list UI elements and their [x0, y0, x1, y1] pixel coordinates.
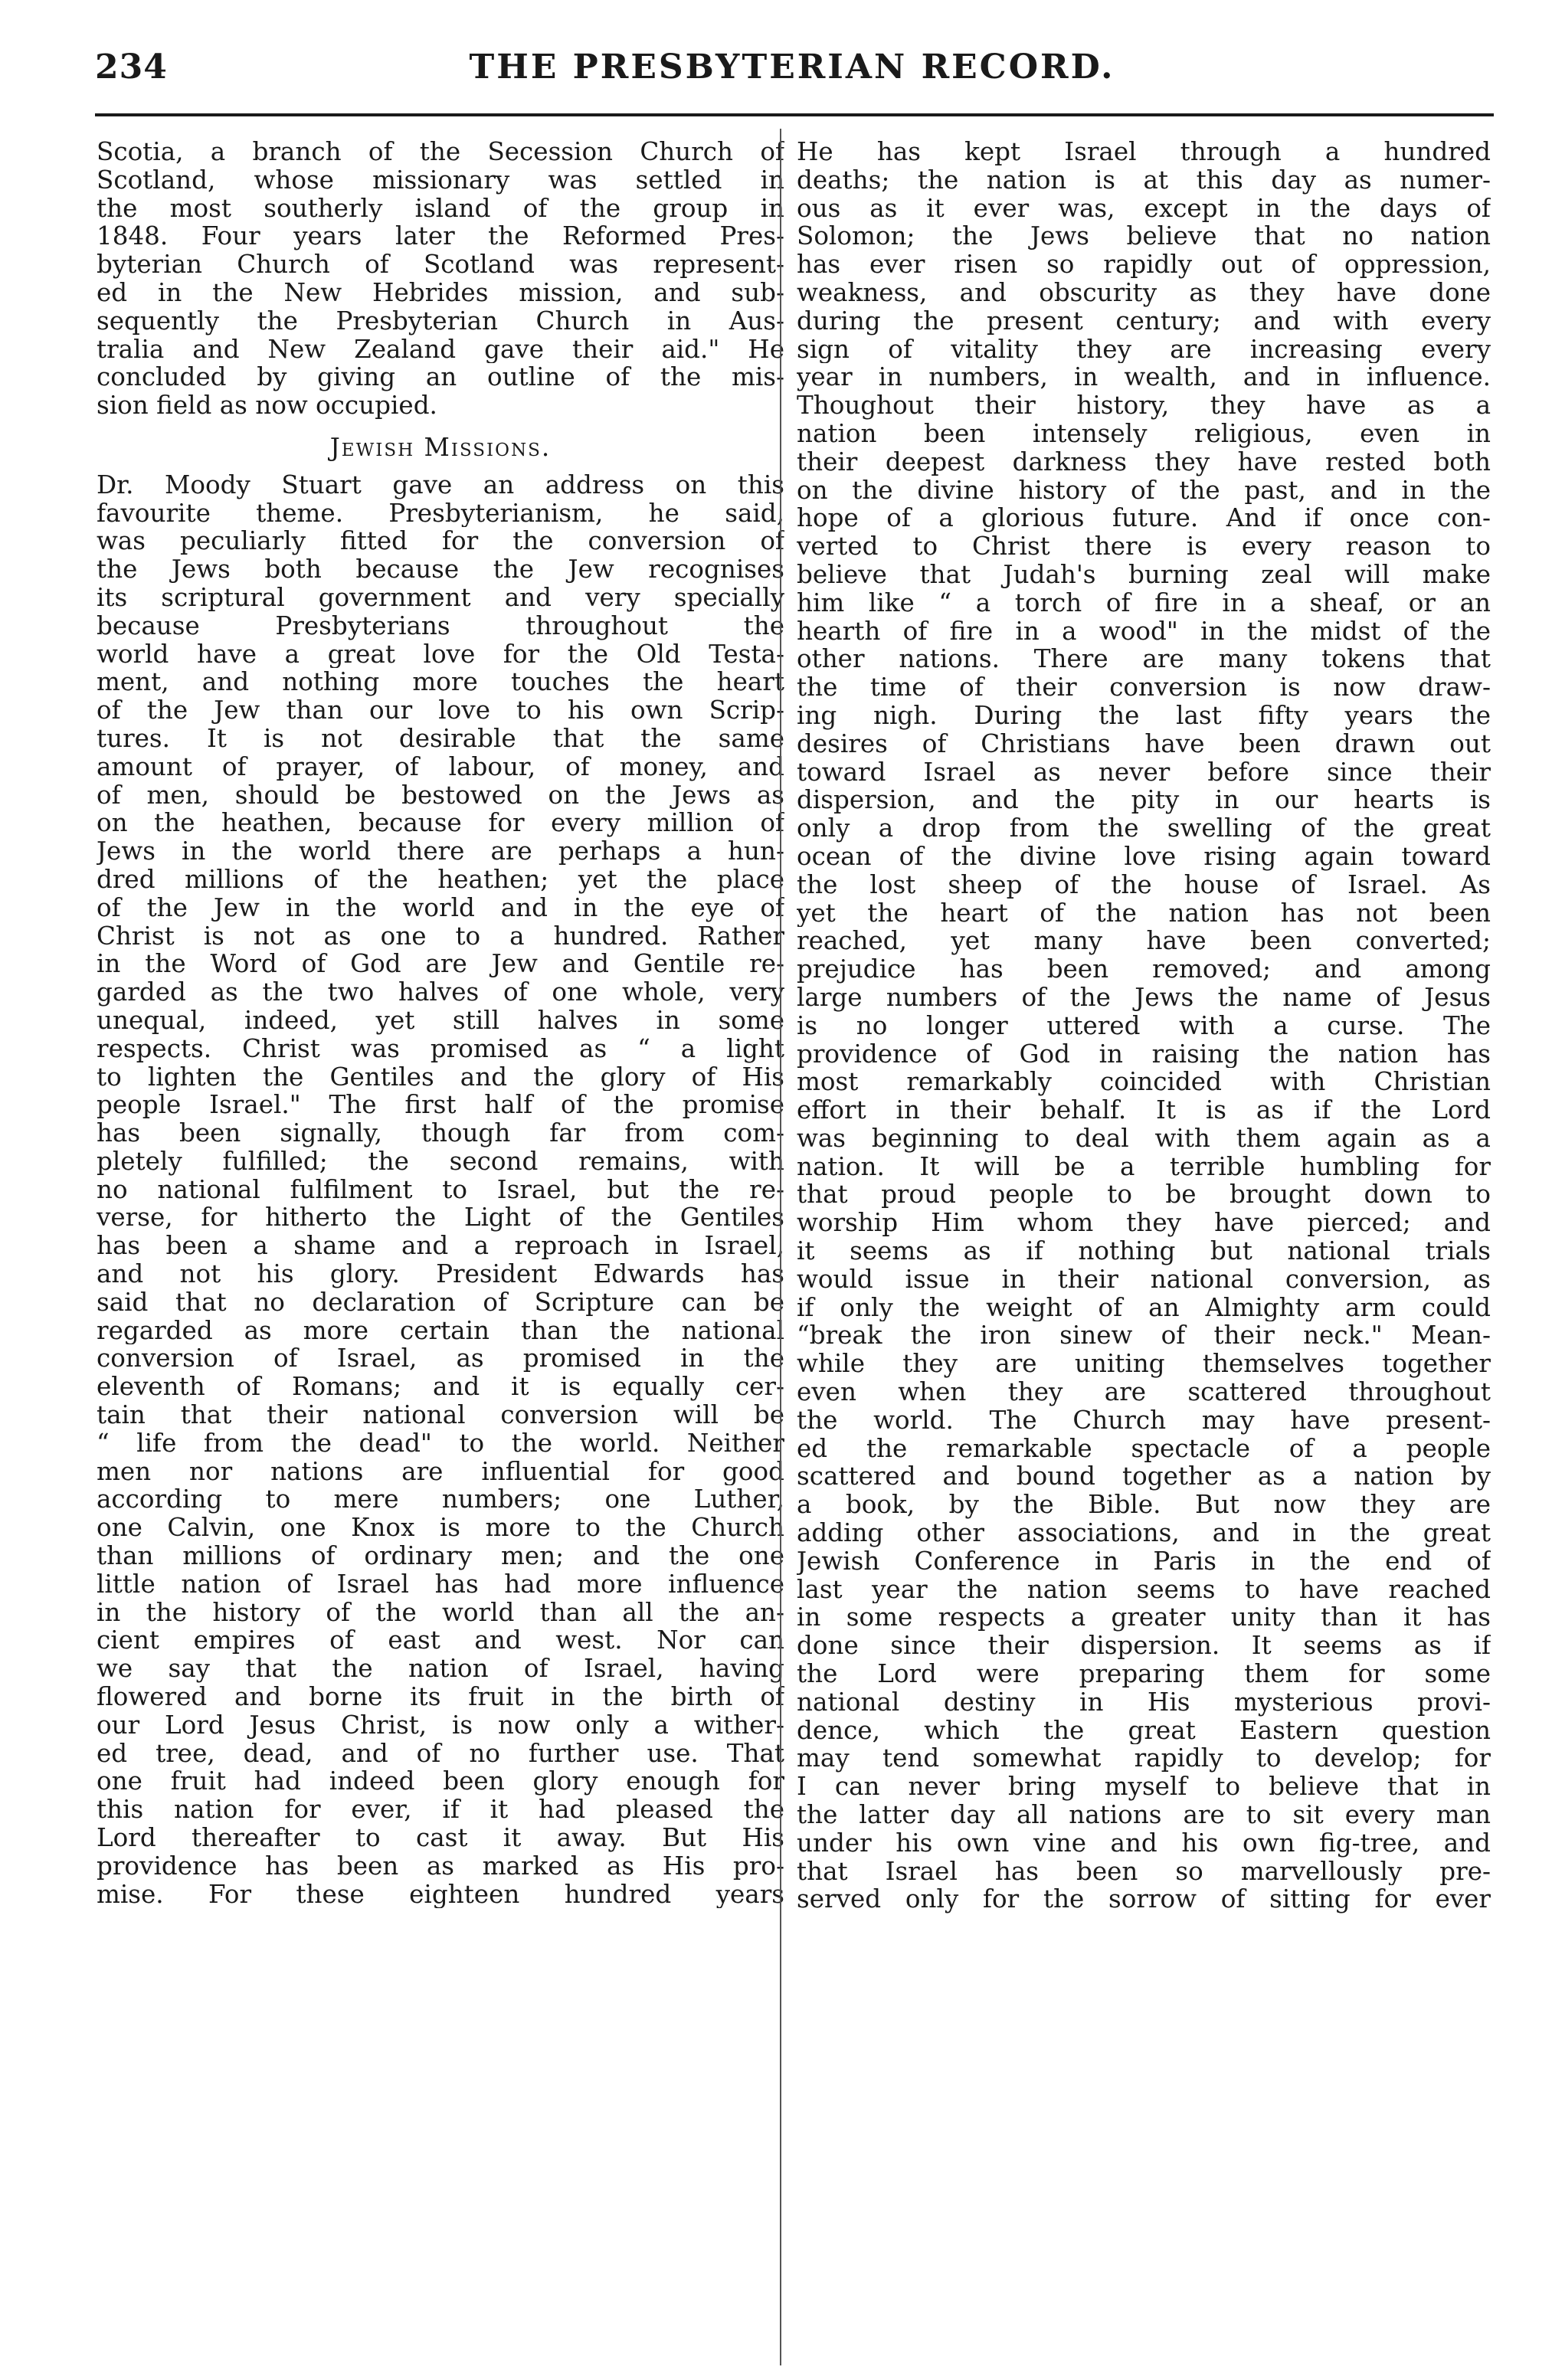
text-line: garded as the two halves of one whole, very	[97, 978, 784, 1007]
text-line: year in numbers, in wealth, and in influence.	[797, 363, 1491, 392]
text-line: large numbers of the Jews the name of Jesus	[797, 983, 1491, 1012]
text-line: the most southerly island of the group in	[97, 194, 784, 223]
text-line: pletely fulfilled; the second remains, with	[97, 1147, 784, 1176]
text-line: than millions of ordinary men; and the one	[97, 1542, 784, 1570]
text-line: dred millions of the heathen; yet the place	[97, 865, 784, 894]
text-line: him like “ a torch of fire in a sheaf, or an	[797, 588, 1491, 617]
text-line: mise. For these eighteen hundred years	[97, 1880, 784, 1909]
text-line: I can never bring myself to believe that in	[797, 1773, 1491, 1802]
text-line: done since their dispersion. It seems as if	[797, 1632, 1491, 1661]
text-line: our Lord Jesus Christ, is now only a wither-	[97, 1711, 784, 1740]
text-line: that proud people to be brought down to	[797, 1180, 1491, 1210]
text-line: may tend somewhat rapidly to develop; for	[797, 1744, 1491, 1773]
text-line: regarded as more certain than the national	[97, 1316, 784, 1345]
text-line: would issue in their national conversion, as	[797, 1265, 1491, 1294]
text-line: conversion of Israel, as promised in the	[97, 1344, 784, 1373]
text-line: world have a great love for the Old Testa-	[97, 640, 784, 669]
text-line: weakness, and obscurity as they have done	[797, 278, 1491, 307]
text-line: Jewish Conference in Paris in the end of	[797, 1547, 1491, 1576]
text-line: toward Israel as never before since their	[797, 758, 1491, 787]
text-line: has ever risen so rapidly out of oppression,	[797, 250, 1491, 279]
text-line: verse, for hitherto the Light of the Gentiles	[97, 1203, 784, 1233]
text-line: amount of prayer, of labour, of money, and	[97, 752, 784, 781]
text-line: byterian Church of Scotland was represent-	[97, 250, 784, 279]
text-line: cient empires of east and west. Nor can	[97, 1626, 784, 1655]
text-line: people Israel." The first half of the promise	[97, 1091, 784, 1120]
text-line: deaths; the nation is at this day as numer-	[797, 165, 1491, 195]
text-line: He has kept Israel through a hundred	[797, 138, 1491, 166]
text-line: was peculiarly fitted for the conversion of	[97, 527, 784, 556]
text-line: we say that the nation of Israel, having	[97, 1655, 784, 1684]
text-line: according to mere numbers; one Luther,	[97, 1485, 784, 1514]
text-line: of men, should be bestowed on the Jews as	[97, 781, 784, 810]
text-line: sion field as now occupied.	[97, 391, 437, 420]
text-line: the Lord were preparing them for some	[797, 1660, 1491, 1688]
text-line: is no longer uttered with a curse. The	[797, 1011, 1491, 1040]
text-line: little nation of Israel has had more influence	[97, 1570, 784, 1599]
text-line: the lost sheep of the house of Israel. As	[797, 870, 1491, 899]
text-line: Jews in the world there are perhaps a hun-	[97, 837, 784, 866]
text-line: dispersion, and the pity in our hearts is	[797, 786, 1491, 815]
text-line: Scotia, a branch of the Secession Church of	[97, 138, 784, 166]
running-title: THE PRESBYTERIAN RECORD.	[469, 47, 1115, 87]
text-line: served only for the sorrow of sitting for ever	[797, 1885, 1491, 1914]
text-line: unequal, indeed, yet still halves in some	[97, 1006, 784, 1035]
text-line: hope of a glorious future. And if once con-	[797, 504, 1491, 533]
left-column-opening-text	[97, 138, 784, 420]
text-line: tain that their national conversion will be	[97, 1401, 784, 1429]
text-line: concluded by giving an outline of the mis-	[97, 363, 784, 392]
text-line: believe that Judah's burning zeal will make	[797, 560, 1491, 589]
text-line: sequently the Presbyterian Church in Aus-	[97, 306, 784, 336]
text-line: worship Him whom they have pierced; and	[797, 1209, 1491, 1238]
text-line: sign of vitality they are increasing every	[797, 335, 1491, 364]
text-line: one fruit had indeed been glory enough for	[97, 1767, 784, 1796]
column-divider	[780, 129, 781, 2365]
page-header	[95, 47, 1489, 93]
text-line: even when they are scattered throughout	[797, 1378, 1491, 1406]
text-line: the Jews both because the Jew recognises	[97, 555, 784, 584]
left-column-body-text	[97, 471, 784, 1909]
text-line: of the Jew than our love to his own Scrip-	[97, 696, 784, 725]
text-line: to lighten the Gentiles and the glory of His	[97, 1062, 784, 1092]
text-line: scattered and bound together as a nation by	[797, 1462, 1491, 1491]
text-line: ed the remarkable spectacle of a people	[797, 1434, 1491, 1463]
text-line: verted to Christ there is every reason to	[797, 532, 1491, 561]
text-line: ous as it ever was, except in the days of	[797, 194, 1491, 223]
text-line: because Presbyterians throughout the	[97, 611, 784, 640]
text-line: under his own vine and his own fig-tree, and	[797, 1828, 1491, 1858]
text-line: said that no declaration of Scripture can be	[97, 1288, 784, 1317]
text-line: nation. It will be a terrible humbling for	[797, 1152, 1491, 1181]
text-line: “ life from the dead" to the world. Neither	[97, 1429, 784, 1458]
text-line: tralia and New Zealand gave their aid." He	[97, 335, 784, 364]
text-line: ed tree, dead, and of no further use. That	[97, 1739, 784, 1768]
text-line: on the divine history of the past, and in the	[797, 476, 1491, 505]
text-line: prejudice has been removed; and among	[797, 955, 1491, 984]
text-line: the world. The Church may have present-	[797, 1406, 1491, 1435]
text-line: national destiny in His mysterious provi-	[797, 1688, 1491, 1717]
text-line: eleventh of Romans; and it is equally cer-	[97, 1373, 784, 1402]
text-line: respects. Christ was promised as “ a light	[97, 1034, 784, 1063]
text-line: Thoughout their history, they have as a	[797, 391, 1491, 420]
left-column	[97, 138, 784, 1908]
text-line: effort in their behalf. It is as if the Lord	[797, 1096, 1491, 1125]
text-line: one Calvin, one Knox is more to the Church	[97, 1514, 784, 1543]
text-line: has been a shame and a reproach in Israel,	[97, 1232, 784, 1261]
text-line: during the present century; and with every	[797, 306, 1491, 336]
text-line: in some respects a greater unity than it has	[797, 1603, 1491, 1632]
text-line: that Israel has been so marvellously pre-	[797, 1857, 1491, 1886]
text-line: Lord thereafter to cast it away. But His	[97, 1824, 784, 1852]
text-line: was beginning to deal with them again as a	[797, 1124, 1491, 1153]
text-line: most remarkably coincided with Christian	[797, 1068, 1491, 1097]
page-number: 234	[95, 47, 168, 87]
text-line: the time of their conversion is now draw-	[797, 673, 1491, 702]
text-line: nation been intensely religious, even in	[797, 419, 1491, 448]
text-line: on the heathen, because for every million of	[97, 809, 784, 838]
text-line: while they are uniting themselves together	[797, 1350, 1491, 1379]
text-line: “break the iron sinew of their neck." Mean-	[797, 1321, 1491, 1350]
text-line: if only the weight of an Almighty arm could	[797, 1293, 1491, 1322]
text-line: tures. It is not desirable that the same	[97, 724, 784, 753]
text-line: flowered and borne its fruit in the birth of	[97, 1683, 784, 1711]
text-line: in the Word of God are Jew and Gentile re-	[97, 950, 784, 979]
text-line: Solomon; the Jews believe that no nation	[797, 222, 1491, 251]
text-line: 1848. Four years later the Reformed Pres-	[97, 222, 784, 251]
text-line: favourite theme. Presbyterianism, he said,	[97, 499, 784, 528]
text-line: providence has been as marked as His pro-	[97, 1851, 784, 1881]
text-line: ment, and nothing more touches the heart	[97, 668, 784, 697]
header-rule	[95, 113, 1494, 116]
text-line: only a drop from the swelling of the great	[797, 814, 1491, 843]
text-line: ocean of the divine love rising again toward	[797, 842, 1491, 871]
text-line: their deepest darkness they have rested both	[797, 447, 1491, 476]
text-line: desires of Christians have been drawn out	[797, 729, 1491, 758]
text-line: its scriptural government and very specially	[97, 583, 784, 612]
text-line: yet the heart of the nation has not been	[797, 899, 1491, 928]
text-line: a book, by the Bible. But now they are	[797, 1491, 1491, 1520]
text-line: men nor nations are influential for good	[97, 1457, 784, 1486]
text-line: it seems as if nothing but national trials	[797, 1237, 1491, 1265]
text-line: last year the nation seems to have reached	[797, 1575, 1491, 1604]
text-line: providence of God in raising the nation has	[797, 1039, 1491, 1069]
text-line: and not his glory. President Edwards has	[97, 1260, 784, 1288]
text-line: adding other associations, and in the great	[797, 1519, 1491, 1547]
text-line: in the history of the world than all the an-	[97, 1598, 784, 1627]
right-column	[797, 138, 1491, 1913]
text-line: no national fulfilment to Israel, but the re-	[97, 1175, 784, 1204]
text-line: Dr. Moody Stuart gave an address on this	[97, 470, 784, 499]
section-heading: Jewish Missions.	[329, 433, 552, 462]
text-line: this nation for ever, if it had pleased the	[97, 1796, 784, 1825]
text-line: of the Jew in the world and in the eye of	[97, 893, 784, 922]
text-line: hearth of fire in a wood" in the midst of the	[797, 617, 1491, 646]
text-line: the latter day all nations are to sit every man	[797, 1801, 1491, 1829]
text-line: has been signally, though far from com-	[97, 1119, 784, 1147]
text-line: ing nigh. During the last fifty years the	[797, 701, 1491, 730]
text-line: other nations. There are many tokens that	[797, 645, 1491, 674]
right-column-body-text	[797, 138, 1491, 1913]
text-line: reached, yet many have been converted;	[797, 927, 1491, 956]
text-line: dence, which the great Eastern question	[797, 1716, 1491, 1745]
text-line: Christ is not as one to a hundred. Rather	[97, 922, 784, 951]
text-line: ed in the New Hebrides mission, and sub-	[97, 278, 784, 307]
text-line: Scotland, whose missionary was settled in	[97, 165, 784, 195]
